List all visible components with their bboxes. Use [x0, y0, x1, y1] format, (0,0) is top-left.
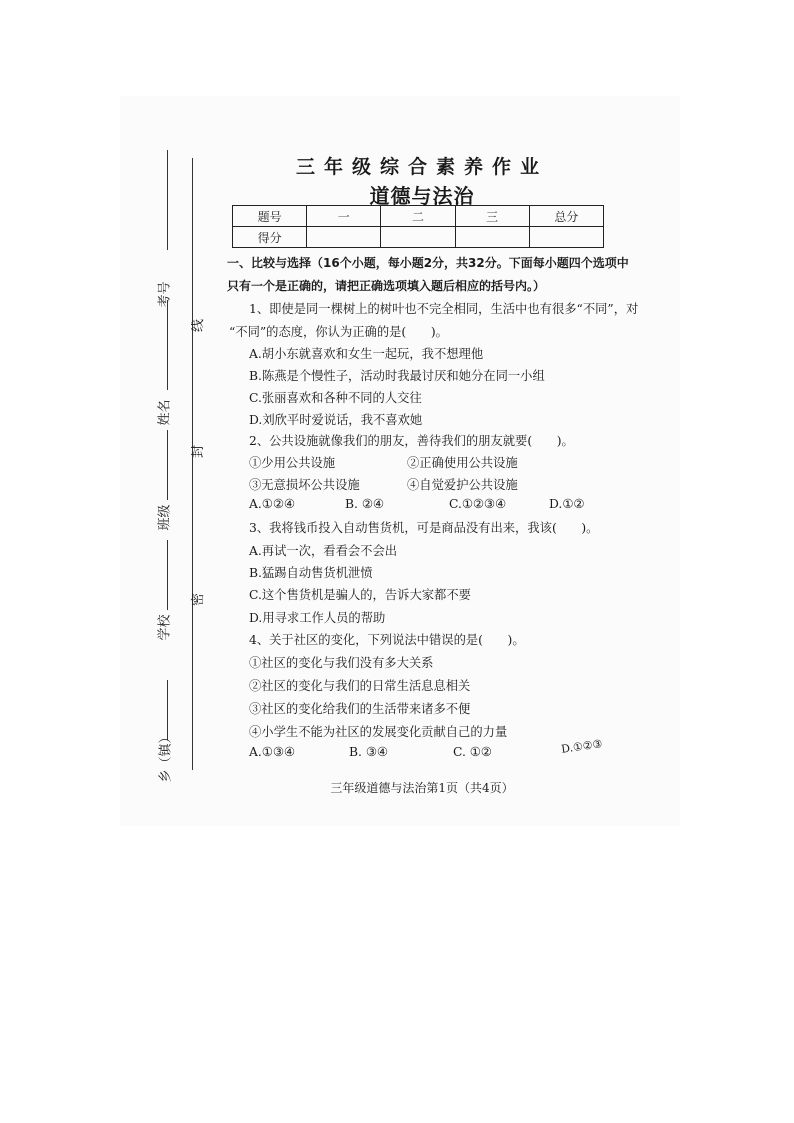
- exam-number-line: [167, 150, 168, 250]
- score-input-cell[interactable]: [307, 227, 381, 248]
- question-1-option-c: C.张丽喜欢和各种不同的人交往: [249, 391, 422, 405]
- score-table-header-row: [233, 206, 604, 227]
- score-row-label: 得分: [233, 227, 307, 248]
- seal-mark-line: 线: [191, 318, 207, 333]
- question-1-stem-line2: “不同”的态度，你认为正确的是( )。: [229, 325, 448, 339]
- question-1-option-d: D.刘欣平时爱说话，我不喜欢她: [249, 413, 423, 427]
- question-1-stem-line1: 1、即使是同一棵树上的树叶也不完全相同，生活中也有很多“不同”，对: [249, 302, 639, 316]
- question-1-option-b: B.陈燕是个慢性子，活动时我最讨厌和她分在同一小组: [249, 369, 545, 383]
- score-input-cell[interactable]: [529, 227, 603, 248]
- question-1-option-a: A.胡小东就喜欢和女生一起玩，我不想理他: [249, 347, 484, 361]
- question-2-item-4: ④自觉爱护公共设施: [407, 478, 518, 492]
- question-4-choice-c: C. ①②: [453, 745, 492, 759]
- town-label: 乡（镇）: [158, 730, 174, 783]
- school-line: [167, 540, 168, 610]
- question-2-item-1: ①少用公共设施: [249, 456, 336, 470]
- binding-line: [192, 158, 193, 770]
- question-2-choice-c: C.①②③④: [449, 497, 506, 511]
- section-heading-line1: 一、比较与选择（16个小题，每小题2分，共32分。下面每小题四个选项中: [227, 256, 629, 270]
- question-4-choice-b: B. ③④: [349, 745, 388, 759]
- question-4-item-4: ④小学生不能为社区的发展变化贡献自己的力量: [249, 725, 508, 739]
- name-line: [167, 300, 168, 390]
- score-input-cell[interactable]: [455, 227, 529, 248]
- score-input-cell[interactable]: [381, 227, 455, 248]
- question-3-option-b: B.猛踢自动售货机泄愤: [249, 566, 373, 580]
- class-line: [167, 430, 168, 500]
- seal-mark-seal: 封: [191, 444, 207, 459]
- question-2-choice-b: B. ②④: [345, 497, 384, 511]
- question-4-item-1: ①社区的变化与我们没有多大关系: [249, 656, 434, 670]
- question-2-choice-a: A.①②④: [249, 497, 295, 511]
- score-table-cell: 二: [381, 206, 455, 227]
- page-footer: 三年级道德与法治第1页（共4页）: [330, 781, 514, 795]
- exam-number-label: 考号: [157, 281, 173, 308]
- document-subtitle: 三年级综合素养作业: [295, 156, 548, 178]
- question-4-choice-d: D.①②③: [560, 737, 604, 756]
- score-table: [232, 205, 604, 248]
- score-table-cell: 题号: [233, 206, 307, 227]
- question-3-option-d: D.用寻求工作人员的帮助: [249, 611, 386, 625]
- question-4-item-2: ②社区的变化与我们的日常生活息息相关: [249, 679, 471, 693]
- question-3-option-a: A.再试一次，看看会不会出: [249, 544, 398, 558]
- binding-margin: [0, 0, 240, 800]
- school-label: 学校: [157, 614, 173, 641]
- score-table-cell: 三: [455, 206, 529, 227]
- question-3-stem: 3、我将钱币投入自动售货机，可是商品没有出来，我该( )。: [249, 521, 599, 535]
- document-title: 道德与法治: [369, 184, 475, 208]
- question-3-option-c: C.这个售货机是骗人的，告诉大家都不要: [249, 588, 471, 602]
- question-2-item-3: ③无意损坏公共设施: [249, 478, 360, 492]
- question-2-choice-d: D.①②: [549, 497, 585, 511]
- name-label: 姓名: [157, 399, 173, 426]
- question-4-choice-a: A.①③④: [249, 745, 295, 759]
- question-2-stem: 2、公共设施就像我们的朋友，善待我们的朋友就要( )。: [249, 434, 574, 448]
- seal-mark-secret: 密: [191, 592, 207, 607]
- section-heading-line2: 只有一个是正确的，请把正确选项填入题后相应的括号内。）: [227, 279, 546, 293]
- question-4-item-3: ③社区的变化给我们的生活带来诸多不便: [249, 702, 471, 716]
- class-label: 班级: [157, 504, 173, 531]
- question-4-stem: 4、关于社区的变化，下列说法中错误的是( )。: [249, 633, 525, 647]
- score-table-cell: 总分: [529, 206, 603, 227]
- score-table-score-row: [233, 227, 604, 248]
- score-table-cell: 一: [307, 206, 381, 227]
- question-2-item-2: ②正确使用公共设施: [407, 456, 518, 470]
